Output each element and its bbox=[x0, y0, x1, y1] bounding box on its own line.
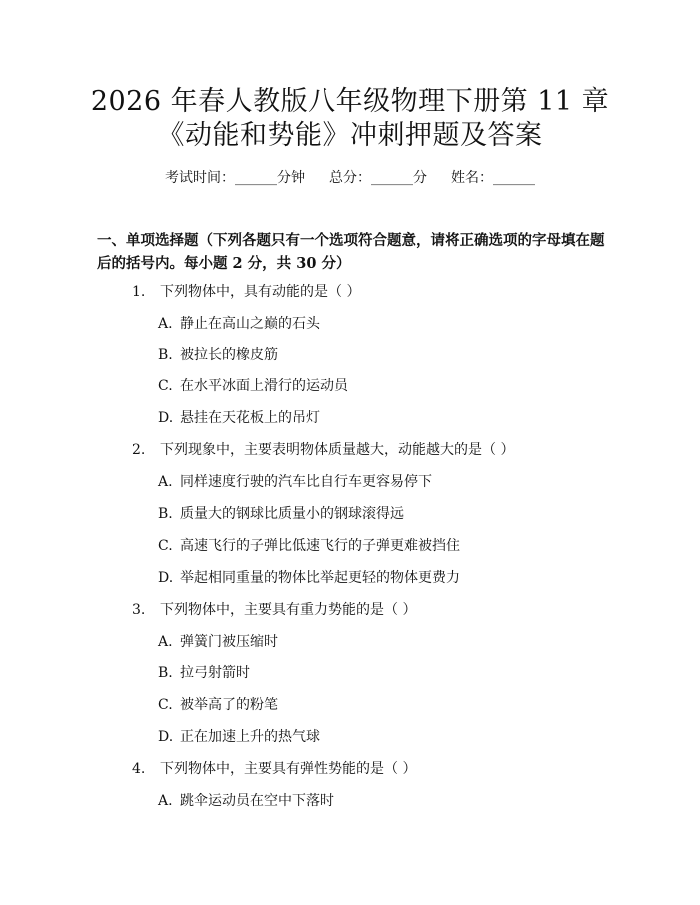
option-text: 静止在高山之巅的石头 bbox=[180, 316, 320, 332]
question-2-option-c bbox=[158, 537, 608, 555]
question-3-option-b bbox=[158, 664, 608, 682]
student-name-field: 姓名：______ bbox=[451, 170, 535, 186]
option-text: 质量大的钢球比质量小的钢球滚得远 bbox=[180, 506, 404, 522]
exam-time-field: 考试时间：______分钟 bbox=[165, 170, 305, 186]
question-4 bbox=[132, 760, 612, 778]
document-title-line-2: 《动能和势能》冲刺押题及答案 bbox=[157, 120, 543, 151]
question-stem: 下列物体中，主要具有弹性势能的是（ ） bbox=[160, 761, 417, 777]
question-1-option-c bbox=[158, 377, 608, 395]
option-letter: B. bbox=[158, 506, 173, 522]
option-letter: A. bbox=[158, 793, 173, 809]
question-2-option-d bbox=[158, 569, 608, 587]
question-3-option-a bbox=[158, 633, 608, 651]
option-letter: C. bbox=[158, 538, 173, 554]
option-letter: D. bbox=[158, 729, 174, 745]
question-1-option-b bbox=[158, 346, 608, 364]
question-number: 2. bbox=[132, 442, 146, 458]
question-3-option-d bbox=[158, 728, 608, 746]
question-1-option-a bbox=[158, 315, 608, 333]
option-letter: A. bbox=[158, 316, 173, 332]
option-text: 被举高了的粉笔 bbox=[180, 697, 278, 713]
section-heading-single-choice: 一、单项选择题（下列各题只有一个选项符合题意，请将正确选项的字母填在题后的括号内。每小题 2 分，共 30 分） bbox=[97, 232, 605, 272]
question-2 bbox=[132, 441, 612, 459]
option-letter: A. bbox=[158, 474, 173, 490]
option-text: 同样速度行驶的汽车比自行车更容易停下 bbox=[180, 474, 432, 490]
question-4-option-a bbox=[158, 792, 608, 810]
option-letter: C. bbox=[158, 378, 173, 394]
option-text: 拉弓射箭时 bbox=[180, 665, 250, 681]
question-stem: 下列现象中，主要表明物体质量越大，动能越大的是（ ） bbox=[160, 442, 515, 458]
option-text: 正在加速上升的热气球 bbox=[180, 729, 320, 745]
option-text: 举起相同重量的物体比举起更轻的物体更费力 bbox=[180, 570, 460, 586]
exam-score-field: 总分：______分 bbox=[329, 170, 427, 186]
option-letter: B. bbox=[158, 347, 173, 363]
option-text: 悬挂在天花板上的吊灯 bbox=[180, 410, 320, 426]
option-text: 被拉长的橡皮筋 bbox=[180, 347, 278, 363]
option-letter: C. bbox=[158, 697, 173, 713]
question-stem: 下列物体中，具有动能的是（ ） bbox=[160, 284, 361, 300]
question-2-option-a bbox=[158, 473, 608, 491]
option-letter: D. bbox=[158, 570, 174, 586]
question-number: 4. bbox=[132, 761, 146, 777]
question-stem: 下列物体中，主要具有重力势能的是（ ） bbox=[160, 602, 417, 618]
option-letter: A. bbox=[158, 634, 173, 650]
question-3 bbox=[132, 601, 612, 619]
question-number: 3. bbox=[132, 602, 146, 618]
option-letter: D. bbox=[158, 410, 174, 426]
question-number: 1. bbox=[132, 284, 146, 300]
question-3-option-c bbox=[158, 696, 608, 714]
option-letter: B. bbox=[158, 665, 173, 681]
option-text: 在水平冰面上滑行的运动员 bbox=[180, 378, 348, 394]
option-text: 高速飞行的子弹比低速飞行的子弹更难被挡住 bbox=[180, 538, 460, 554]
exam-info-line bbox=[0, 169, 700, 187]
option-text: 弹簧门被压缩时 bbox=[180, 634, 278, 650]
question-2-option-b bbox=[158, 505, 608, 523]
question-1 bbox=[132, 283, 612, 301]
question-1-option-d bbox=[158, 409, 608, 427]
document-title-line-1: 2026 年春人教版八年级物理下册第 11 章 bbox=[90, 86, 610, 117]
option-text: 跳伞运动员在空中下落时 bbox=[180, 793, 334, 809]
